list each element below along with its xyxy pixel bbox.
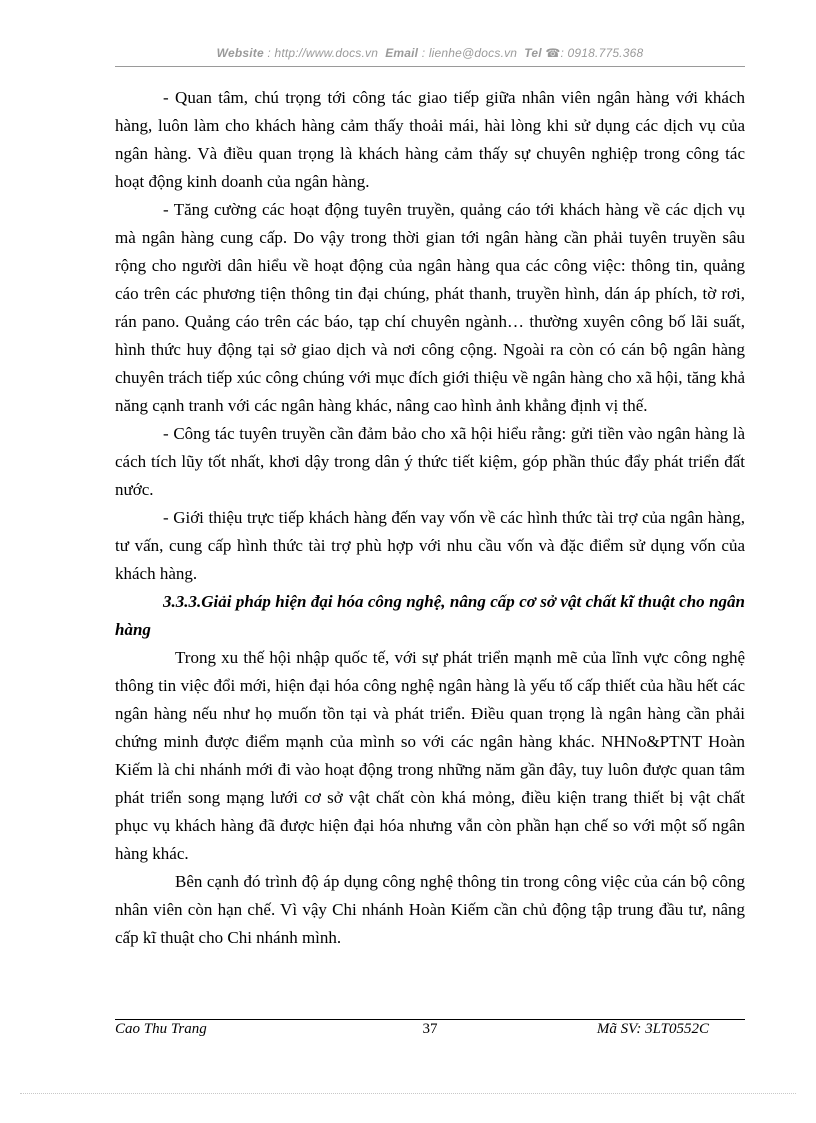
bullet-paragraph-1: - Quan tâm, chú trọng tới công tác giao tiếp giữa nhân viên ngân hàng với khách hàng, luôn làm cho khách hàng cảm thấy thoải mái, hài lòng khi sử dụng các dịch vụ của ngân hàng. Và điều quan trọng là khách hàng cảm thấy sự chuyên nghiệp trong công tác hoạt động kinh doanh của ngân hàng. xyxy=(115,88,745,191)
bullet-paragraph-4: - Giới thiệu trực tiếp khách hàng đến vay vốn về các hình thức tài trợ của ngân hàng, tư vấn, cung cấp hình thức tài trợ phù hợp với nhu cầu vốn và đặc điểm sử dụng vốn của khách hàng. xyxy=(115,508,745,583)
website-value: : http://www.docs.vn xyxy=(267,46,379,60)
website-label: Website xyxy=(216,46,264,60)
tel-value: : 0918.775.368 xyxy=(560,46,644,60)
email-value: : lienhe@docs.vn xyxy=(421,46,518,60)
body-paragraph-2: Bên cạnh đó trình độ áp dụng công nghệ thông tin trong công việc của cán bộ công nhân viên còn hạn chế. Vì vậy Chi nhánh Hoàn Kiếm cần chủ động tập trung đầu tư, nâng cấp kĩ thuật cho Chi nhánh mình. xyxy=(115,872,745,947)
header-rule xyxy=(115,66,745,67)
bullet-paragraph-2: - Tăng cường các hoạt động tuyên truyền, quảng cáo tới khách hàng về các dịch vụ mà ngân hàng cung cấp. Do vậy trong thời gian tới ngân hàng cần phải tuyên truyền sâu rộng cho người dân hiểu về hoạt động của ngân hàng qua các công việc: thông tin, quảng cáo trên các phương tiện thông tin đại chúng, phát thanh, truyền hình, dán áp phích, tờ rơi, rán pano. Quảng cáo trên các báo, tạp chí chuyên ngành… thường xuyên công bố lãi suất, hình thức huy động tại sở giao dịch và nơi công cộng. Ngoài ra còn có cán bộ ngân hàng chuyên trách tiếp xúc công chúng với mục đích giới thiệu về ngân hàng cho xã hội, tăng khả năng cạnh tranh với các ngân hàng khác, nâng cao hình ảnh khẳng định vị thế. xyxy=(115,200,745,415)
bullet-paragraph-3: - Công tác tuyên truyền cần đảm bảo cho xã hội hiểu rằng: gửi tiền vào ngân hàng là cách tích lũy tốt nhất, khơi dậy trong dân ý thức tiết kiệm, góp phần thúc đẩy phát triển đất nước. xyxy=(115,424,745,499)
email-label: Email xyxy=(385,46,419,60)
footer-rule xyxy=(115,1019,745,1020)
section-heading: 3.3.3.Giải pháp hiện đại hóa công nghệ, nâng cấp cơ sở vật chất kĩ thuật cho ngân hàng xyxy=(115,592,745,639)
site-header xyxy=(115,46,745,66)
tel-label: Tel xyxy=(524,46,542,60)
page-bottom-edge xyxy=(20,1093,796,1094)
phone-icon: ☎ xyxy=(545,46,561,60)
student-id: Mã SV: 3LT0552C xyxy=(596,1021,709,1037)
body-paragraph-1: Trong xu thế hội nhập quốc tế, với sự phát triển mạnh mẽ của lĩnh vực công nghệ thông tin việc đổi mới, hiện đại hóa công nghệ ngân hàng là yếu tố cấp thiết của hầu hết các ngân hàng nếu như họ muốn tồn tại và phát triển. Điều quan trọng là ngân hàng cần phải chứng minh được điểm mạnh của mình so với các ngân hàng khác. NHNo&PTNT Hoàn Kiếm là chi nhánh mới đi vào hoạt động trong những năm gần đây, tuy luôn được quan tâm phát triển song mạng lưới cơ sở vật chất còn khá mỏng, điều kiện trang thiết bị vật chất phục vụ khách hàng đã được hiện đại hóa nhưng vẫn còn phần hạn chế so với một số ngân hàng khác. xyxy=(115,648,745,863)
document-body xyxy=(115,84,745,952)
page-number: 37 xyxy=(422,1021,438,1037)
page-footer xyxy=(115,1021,745,1041)
footer-author: Cao Thu Trang xyxy=(115,1021,207,1037)
